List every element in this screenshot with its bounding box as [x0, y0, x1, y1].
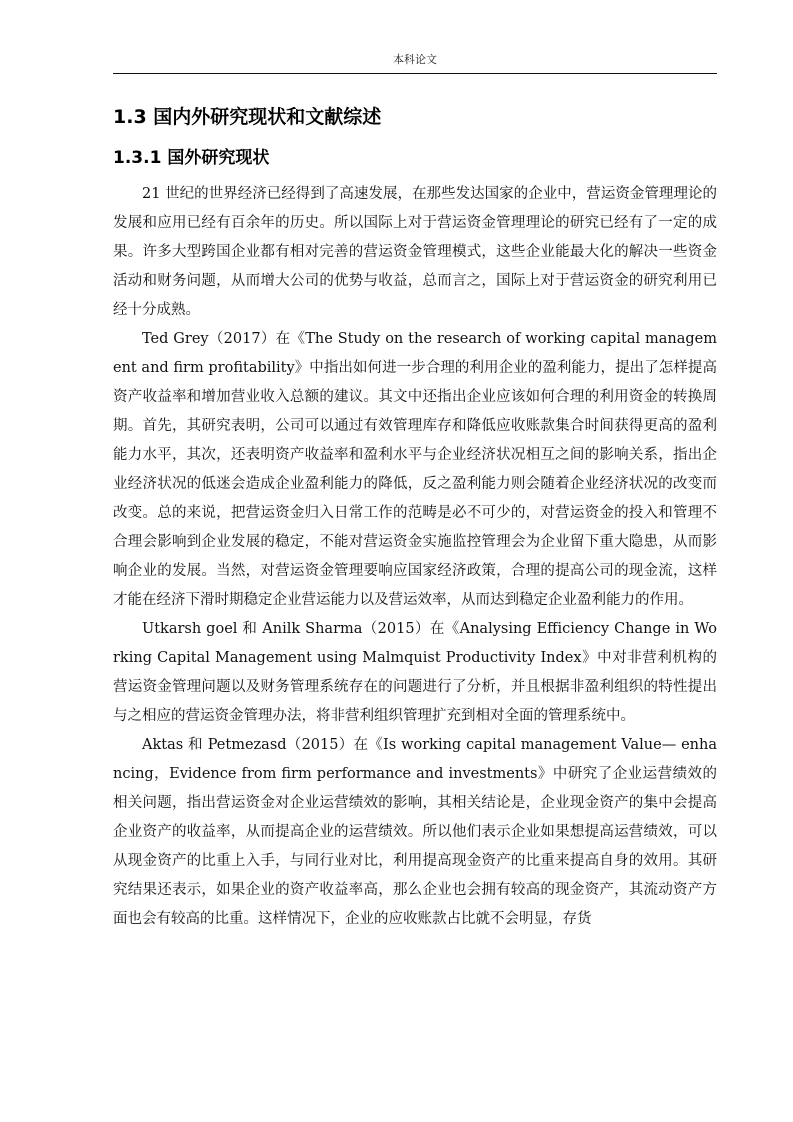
paragraph-ted-grey: Ted Grey（2017）在《The Study on the research of working capital management and firm profitability》中指出如何进一步合理的利用企业的盈利能力，提出了怎样提高资产收益率和增加营业收入总额的建议。其文中还指出企业应该如何合理的利用资金的转换周期。首先，其研究表明，公司可以通过有效管理库存和降低应收账款集合时间获得更高的盈利能力水平，其次，还表明资产收益率和盈利水平与企业经济状况相互之间的影响关系，指出企业经济状况的低迷会造成企业盈利能力的降低，反之盈利能力则会随着企业经济状况的改变而改变。总的来说，把营运资金归入日常工作的范畴是必不可少的，对营运资金的投入和管理不合理会影响到企业发展的稳定，不能对营运资金实施监控管理会为企业留下重大隐患，从而影响企业的发展。当然，对营运资金管理要响应国家经济政策，合理的提高公司的现金流，这样才能在经济下滑时期稳定企业营运能力以及营运效率，从而达到稳定企业盈利能力的作用。: [113, 331, 717, 608]
subsection-heading: 1.3.1 国外研究现状: [113, 148, 270, 168]
header-rule: [113, 73, 717, 74]
paragraph-intro: 21 世纪的世界经济已经得到了高速发展，在那些发达国家的企业中，营运资金管理理论的发展和应用已经有百余年的历史。所以国际上对于营运资金管理理论的研究已经有了一定的成果。许多大型跨国企业都有相对完善的营运资金管理模式，这些企业能最大化的解决一些资金活动和财务问题，从而增大公司的优势与收益，总而言之，国际上对于营运资金的研究利用已经十分成熟。: [113, 186, 717, 318]
section-heading: 1.3 国内外研究现状和文献综述: [113, 106, 382, 128]
running-header: 本科论文: [393, 53, 437, 66]
body-text: [113, 180, 717, 934]
paragraph-goel-sharma: Utkarsh goel 和 Anilk Sharma（2015）在《Analysing Efficiency Change in Working Capital Management using Malmquist Productivity Index》中对非营利机构的营运资金管理问题以及财务管理系统存在的问题进行了分析，并且根据非盈利组织的特性提出与之相应的营运资金管理办法，将非营利组织管理扩充到相对全面的管理系统中。: [113, 621, 717, 724]
paragraph-aktas-petmezas: Aktas 和 Petmezasd（2015）在《Is working capital management Value— enhancing，Evidence from firm performance and investments》中研究了企业运营绩效的相关问题，指出营运资金对企业运营绩效的影响，其相关结论是，企业现金资产的集中会提高企业资产的收益率，从而提高企业的运营绩效。所以他们表示企业如果想提高运营绩效，可以从现金资产的比重上入手，与同行业对比，利用提高现金资产的比重来提高自身的效用。其研究结果还表示，如果企业的资产收益率高，那么企业也会拥有较高的现金资产，其流动资产方面也会有较高的比重。这样情况下，企业的应收账款占比就不会明显，存货: [113, 737, 717, 927]
